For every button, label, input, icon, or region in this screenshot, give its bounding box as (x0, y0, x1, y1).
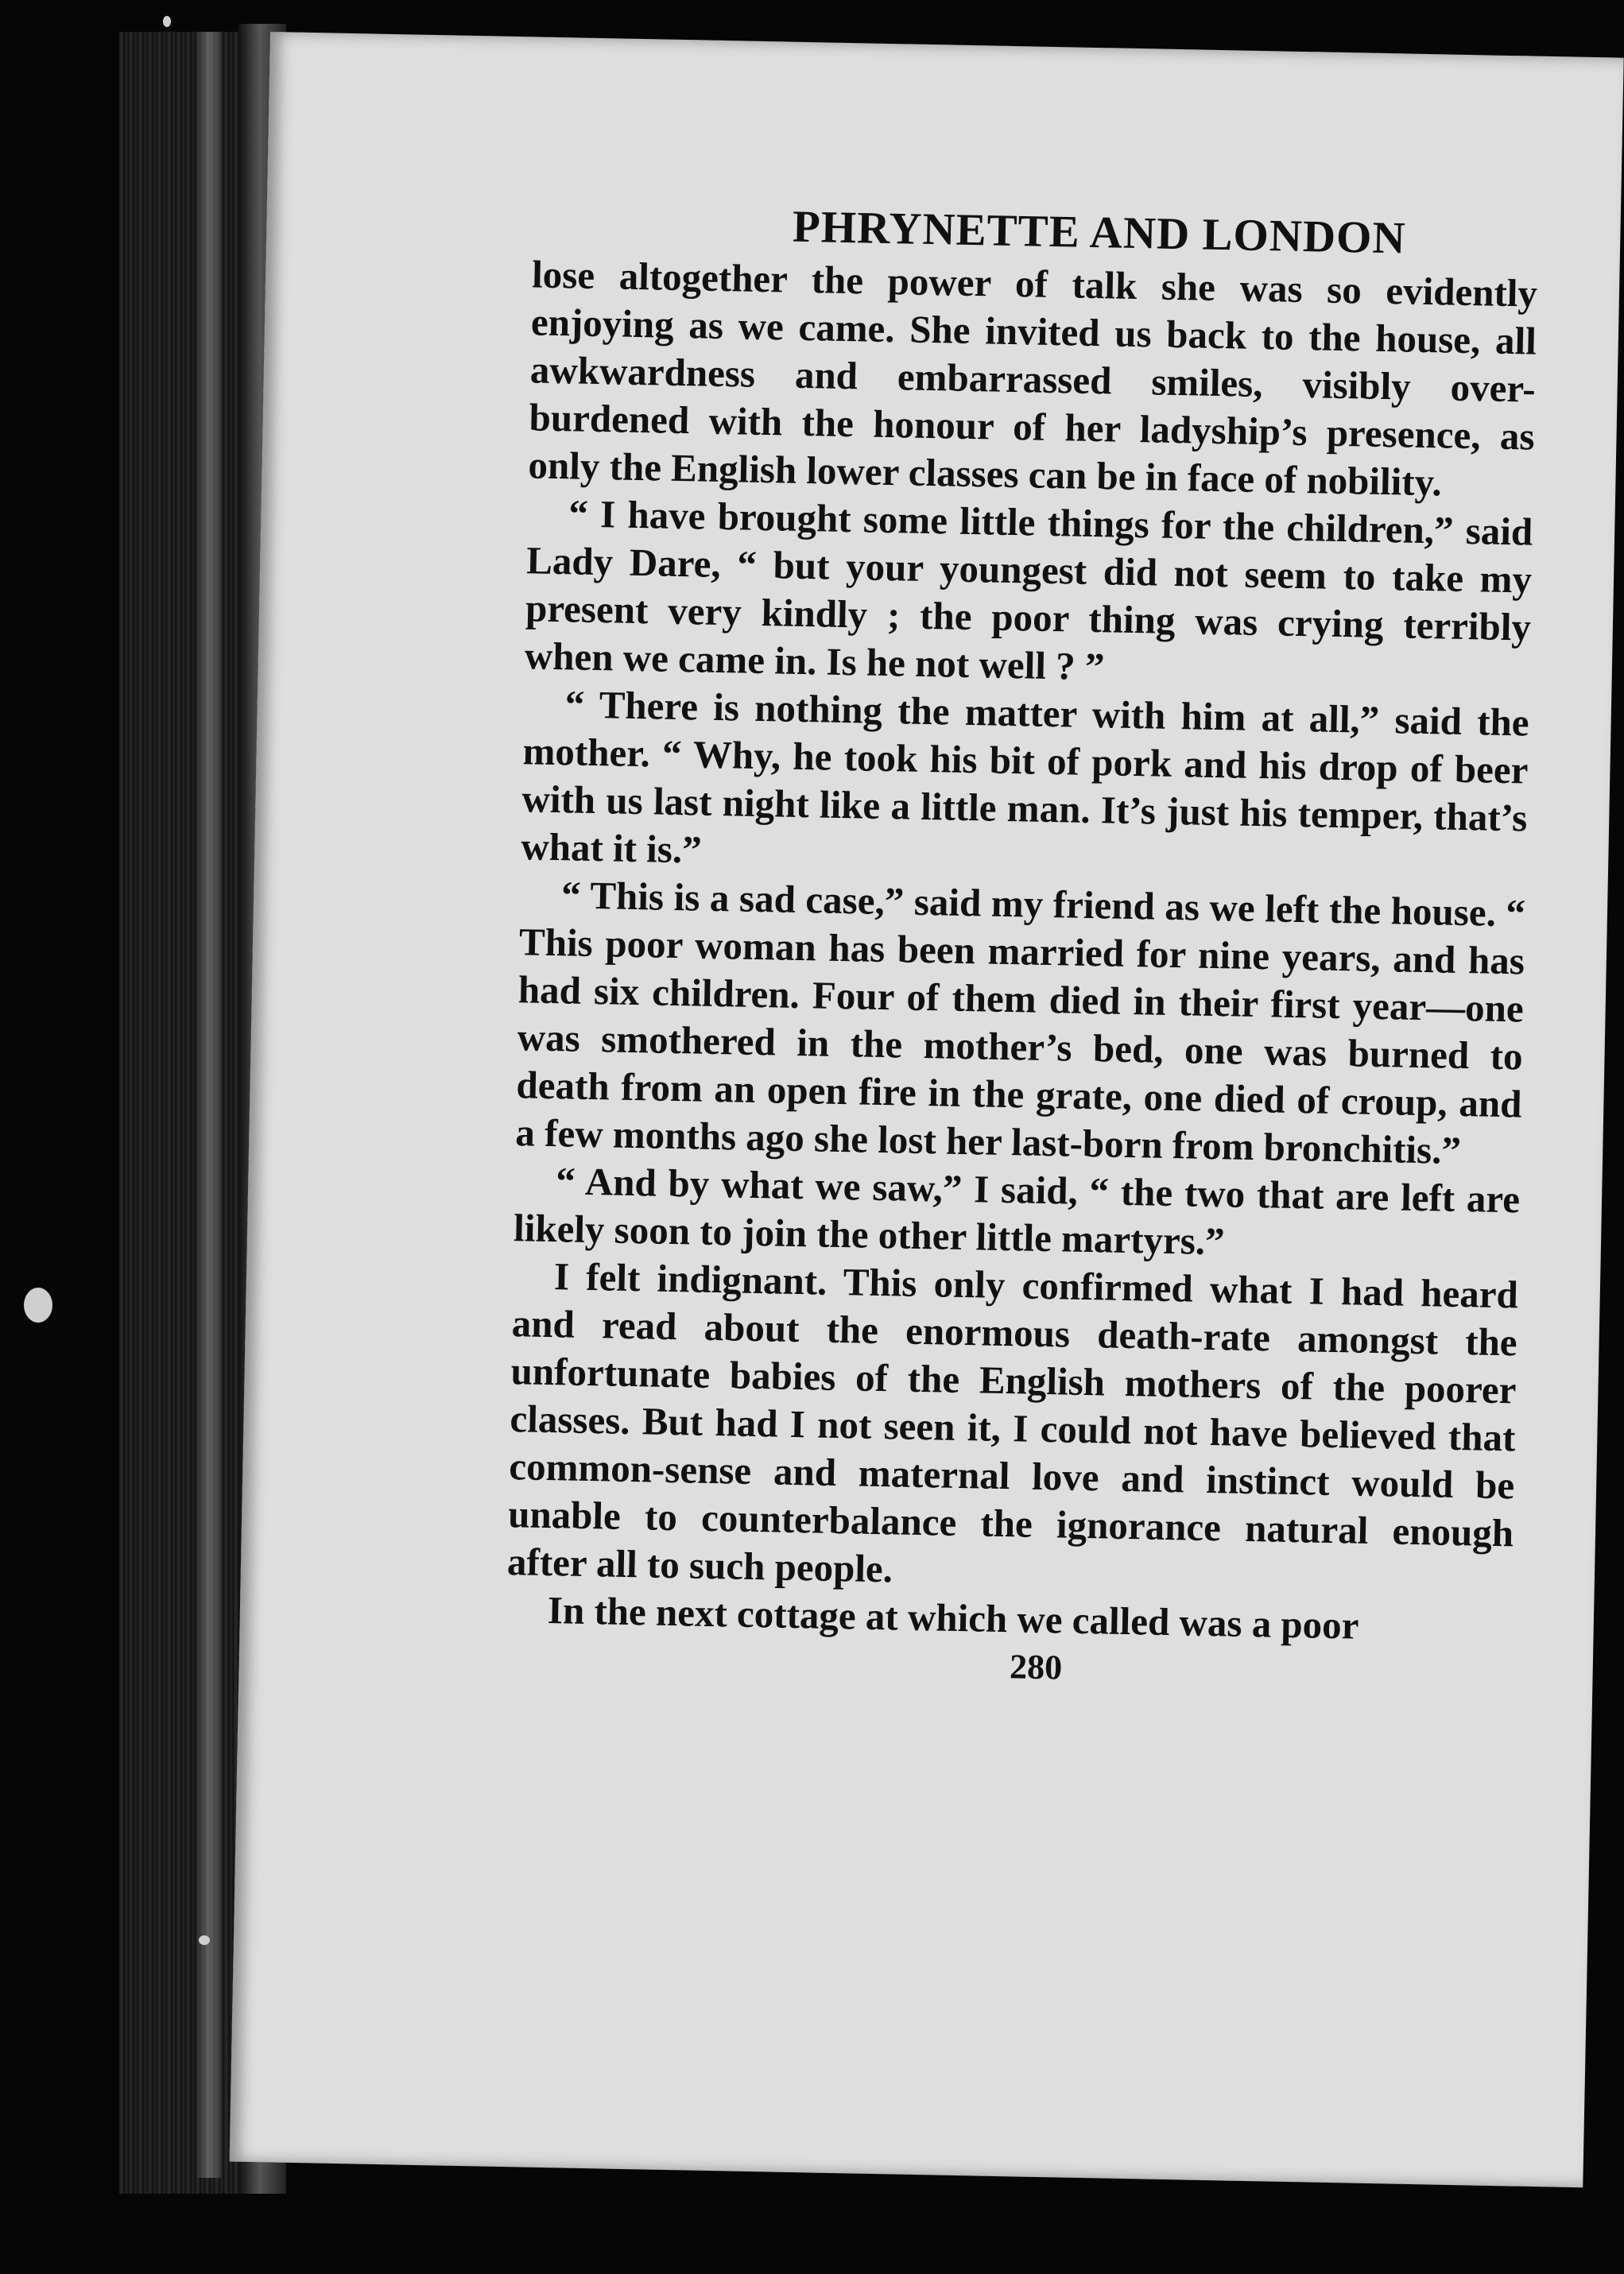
page-text-block (505, 196, 1539, 1696)
paragraph: In the next cottage at which we called was a poor (547, 1588, 1360, 1648)
dust-speck (24, 1288, 52, 1323)
dust-speck (199, 1935, 210, 1945)
paragraph: “ There is nothing the matter with him at all,” said the mother. “ Why, he took his bit of pork and his drop of beer with us last night like a little man. It’s just his temper, that’s what it is.” (520, 682, 1530, 872)
paragraph: “ And by what we saw,” I said, “ the two that are left are likely soon to join the other little martyrs.” (513, 1159, 1521, 1264)
dust-speck (163, 16, 171, 27)
book-page (230, 32, 1624, 2187)
paragraph: “ I have brought some little things for the children,” said Lady Dare, “ but your youngest did not seem to take my present very kindly ; the poor thing was crying terribly when we came in. Is he not well ? ” (524, 491, 1533, 689)
page-number: 280 (1009, 1647, 1063, 1687)
paragraph: “ This is a sad case,” said my friend as we left the house. “ This poor woman has been married for nine years, and has had six children. Four of them died in their first year—one was smothered in the mother’s bed, one was burned to death from an open fire in the grate, one died of croup, and a few months ago she lost her last-born from bronchitis.” (514, 873, 1526, 1173)
edge-highlight (197, 32, 221, 2178)
paragraph: I felt indignant. This only confirmed what I had heard and read about the enormous death-rate amongst the unfortunate babies of the English mothers of the poorer classes. But had I not seen it, I could not have believed that common-sense and maternal love and instinct would be unable to counterbalance the ignorance natural enough after all to such people. (506, 1254, 1519, 1591)
running-header: PHRYNETTE AND LONDON (792, 201, 1407, 264)
paragraph: lose altogether the power of talk she was so evidently enjoying as we came. She invited us back to the house, all awkwardness and embarrassed smiles, visibly over-burdened with the honour of her ladyship’s presence, as only the English lower classes can be in face of nobility. (528, 252, 1538, 505)
